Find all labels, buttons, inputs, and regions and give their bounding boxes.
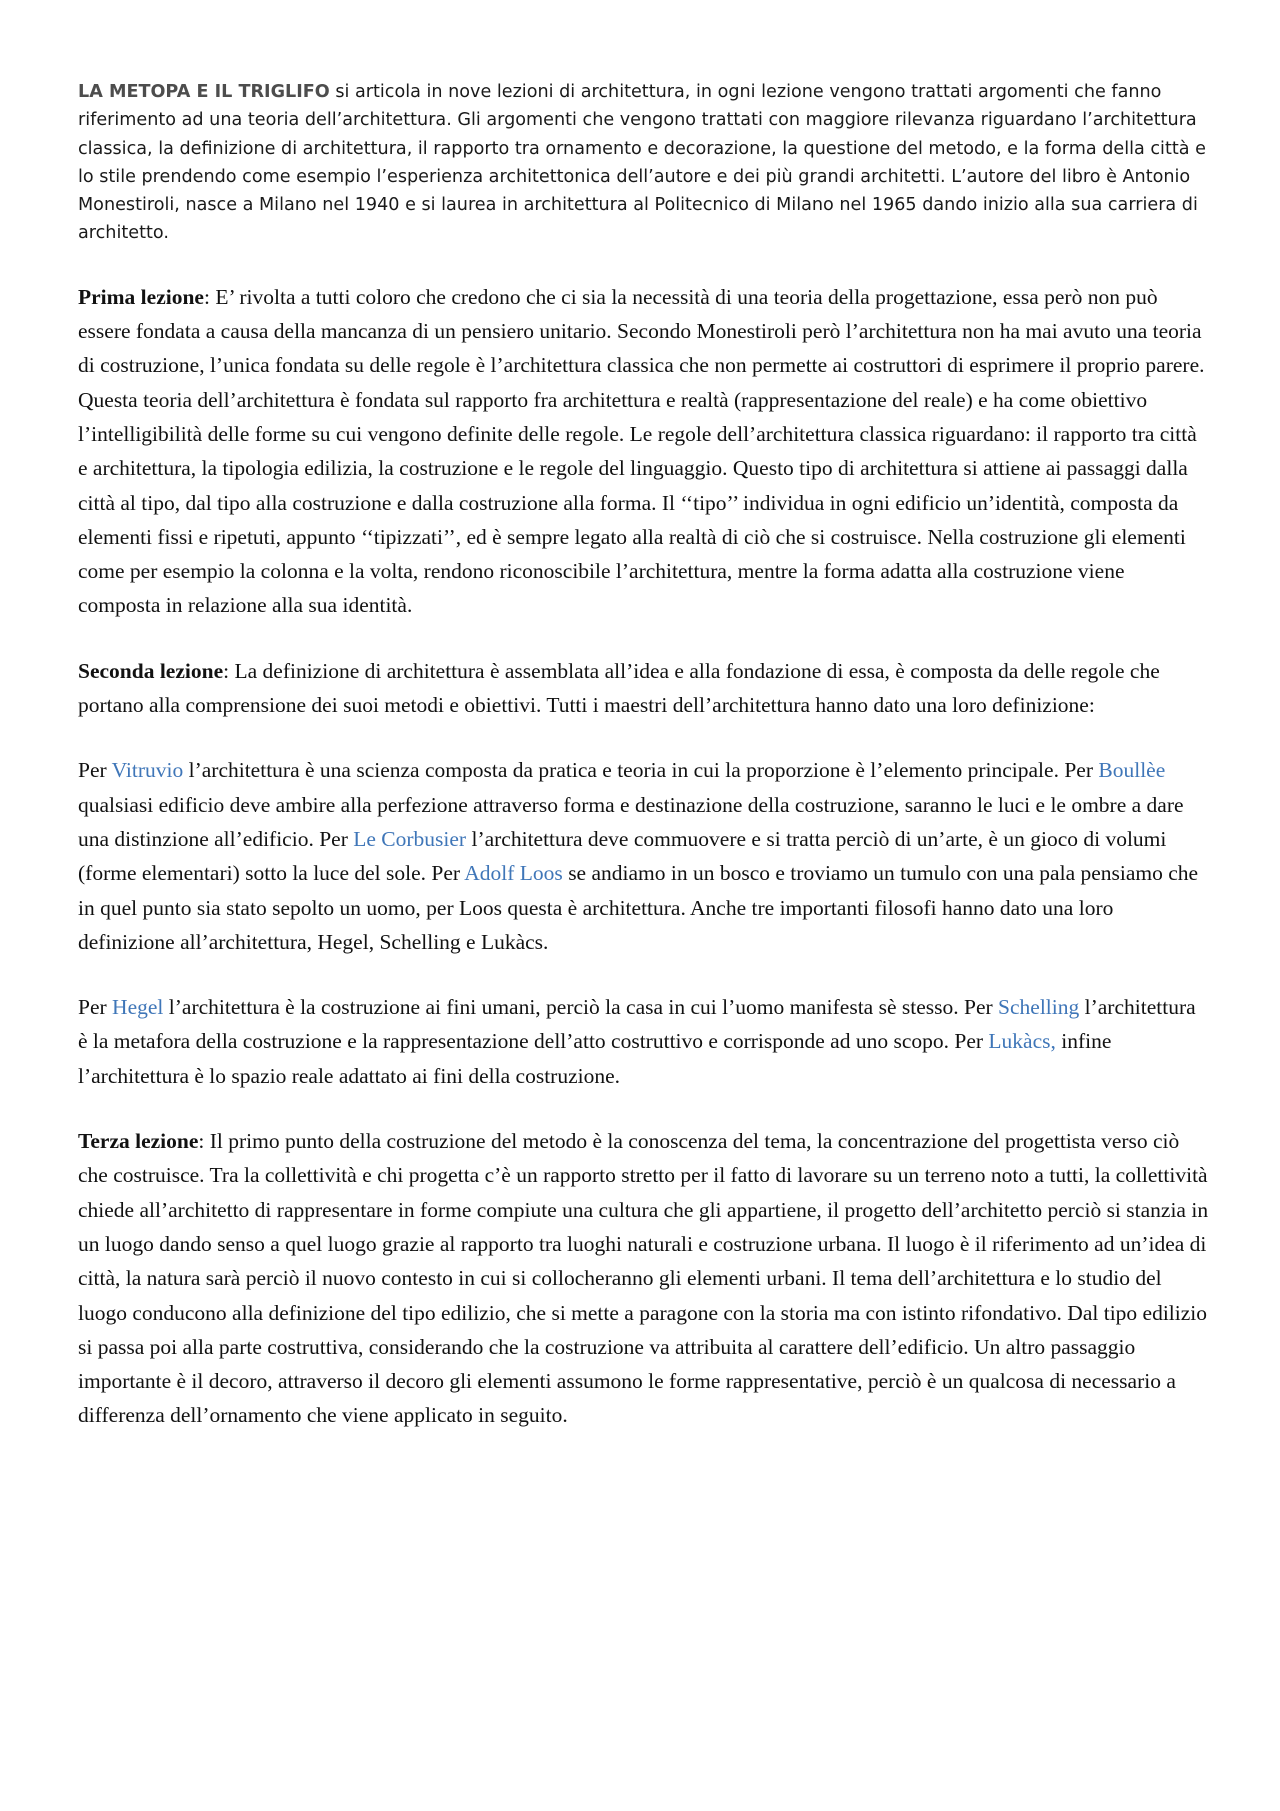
- text-fragment: qualsiasi edificio deve ambire alla perfezione attraverso forma e destinazione della costruzione, saranno le luci e le ombre a dare una distinzione all’edificio. Per: [78, 792, 1184, 851]
- seconda-lezione-text: : La definizione di architettura è assemblata all’idea e alla fondazione di essa, è composta da delle regole che portano alla comprensione dei suoi metodi e obiettivi. Tutti i maestri dell’architettura hanno dato una loro definizione:: [78, 658, 1160, 718]
- name-adolf-loos: Adolf Loos: [464, 861, 563, 886]
- intro-paragraph: [78, 78, 1210, 248]
- text-fragment: l’architettura è una scienza composta da pratica e teoria in cui la proporzione è l’elemento principale. Per: [183, 758, 1099, 783]
- text-fragment: l’architettura deve commuovere e si tratta perciò di un’arte, è un gioco di volumi (forme elementari) sotto la luce del sole. Per: [78, 826, 1167, 886]
- document-page: [78, 78, 1210, 1464]
- text-fragment: l’architettura è la costruzione ai fini umani, perciò la casa in cui l’uomo manifesta sè stesso. Per: [163, 995, 999, 1020]
- text-fragment: Per: [78, 758, 112, 783]
- text-fragment: infine l’architettura è lo spazio reale adattato ai fini della costruzione.: [78, 1029, 1112, 1088]
- filosofi-paragraph: [78, 990, 1210, 1093]
- maestri-paragraph: [78, 753, 1210, 959]
- prima-lezione-text: : E’ rivolta a tutti coloro che credono che ci sia la necessità di una teoria della progettazione, essa però non può essere fondata a causa della mancanza di un pensiero unitario. Secondo Monestiroli però l’architettura non ha mai avuto una teoria di costruzione, l’unica fondata su delle regole è l’architettura classica che non permette ai costruttori di esprimere il proprio parere. Questa teoria dell’architettura è fondata sul rapporto fra architettura e realtà (rappresentazione del reale) e ha come obiettivo l’intelligibilità delle forme su cui vengono definite delle regole. Le regole dell’architettura classica riguardano: il rapporto tra città e architettura, la tipologia edilizia, la costruzione e le regole del linguaggio. Questo tipo di architettura si attiene ai passaggi dalla città al tipo, dal tipo alla costruzione e dalla costruzione alla forma. Il ‘‘tipo’’ individua in ogni edificio un’identità, composta da elementi fissi e ripetuti, appunto ‘‘tipizzati’’, ed è sempre legato alla realtà di ciò che si costruisce. Nella costruzione gli elementi come per esempio la colonna e la volta, rendono riconoscibile l’architettura, mentre la forma adatta alla costruzione viene composta in relazione alla sua identità.: [78, 284, 1205, 618]
- prima-lezione-paragraph: [78, 280, 1210, 623]
- name-hegel: Hegel: [112, 995, 164, 1020]
- book-title: LA METOPA E IL TRIGLIFO: [78, 82, 330, 102]
- name-schelling: Schelling: [998, 995, 1080, 1020]
- text-fragment: l’architettura è la metafora della costruzione e la rappresentazione dell’atto costruttivo e corrisponde ad uno scopo. Per: [78, 995, 1196, 1054]
- seconda-lezione-paragraph: [78, 654, 1210, 723]
- prima-lezione-heading: Prima lezione: [78, 284, 204, 309]
- name-lukacs: Lukàcs,: [988, 1029, 1056, 1054]
- name-vitruvio: Vitruvio: [111, 758, 184, 783]
- name-le-corbusier: Le Corbusier: [353, 826, 467, 851]
- name-boullee: Boullèe: [1098, 758, 1166, 783]
- seconda-lezione-heading: Seconda lezione: [78, 658, 224, 683]
- text-fragment: Per: [78, 995, 113, 1020]
- terza-lezione-heading: Terza lezione: [78, 1129, 199, 1154]
- terza-lezione-paragraph: [78, 1124, 1210, 1433]
- text-fragment: se andiamo in un bosco e troviamo un tumulo con una pala pensiamo che in quel punto sia stato sepolto un uomo, per Loos questa è architettura. Anche tre importanti filosofi hanno dato una loro definizione all’architettura, Hegel, Schelling e Lukàcs.: [78, 861, 1199, 954]
- terza-lezione-text: : Il primo punto della costruzione del metodo è la conoscenza del tema, la concentrazione del progettista verso ciò che costruisce. Tra la collettività e chi progetta c’è un rapporto stretto per il fatto di lavorare su un terreno noto a tutti, la collettività chiede all’architetto di rappresentare in forme compiute una cultura che gli appartiene, il progetto dell’architetto perciò si stanzia in un luogo dando senso a quel luogo grazie al rapporto tra luoghi naturali e costruzione urbana. Il luogo è il riferimento ad un’idea di città, la natura sarà perciò il nuovo contesto in cui si collocheranno gli elementi urbani. Il tema dell’architettura e lo studio del luogo conducono alla definizione del tipo edilizio, che si mette a paragone con la storia ma con istinto rifondativo. Dal tipo edilizio si passa poi alla parte costruttiva, considerando che la costruzione va attribuita al carattere dell’edificio. Un altro passaggio importante è il decoro, attraverso il decoro gli elementi assumono le forme rappresentative, perciò è un qualcosa di necessario a differenza dell’ornamento che viene applicato in seguito.: [78, 1129, 1209, 1428]
- intro-text: si articola in nove lezioni di architettura, in ogni lezione vengono trattati argomenti che fanno riferimento ad una teoria dell’architettura. Gli argomenti che vengono trattati con maggiore rilevanza riguardano l’architettura classica, la definizione di architettura, il rapporto tra ornamento e decorazione, la questione del metodo, e la forma della città e lo stile prendendo come esempio l’esperienza architettonica dell’autore e dei più grandi architetti. L’autore del libro è Antonio Monestiroli, nasce a Milano nel 1940 e si laurea in architettura al Politecnico di Milano nel 1965 dando inizio alla sua carriera di architetto.: [78, 82, 1206, 244]
